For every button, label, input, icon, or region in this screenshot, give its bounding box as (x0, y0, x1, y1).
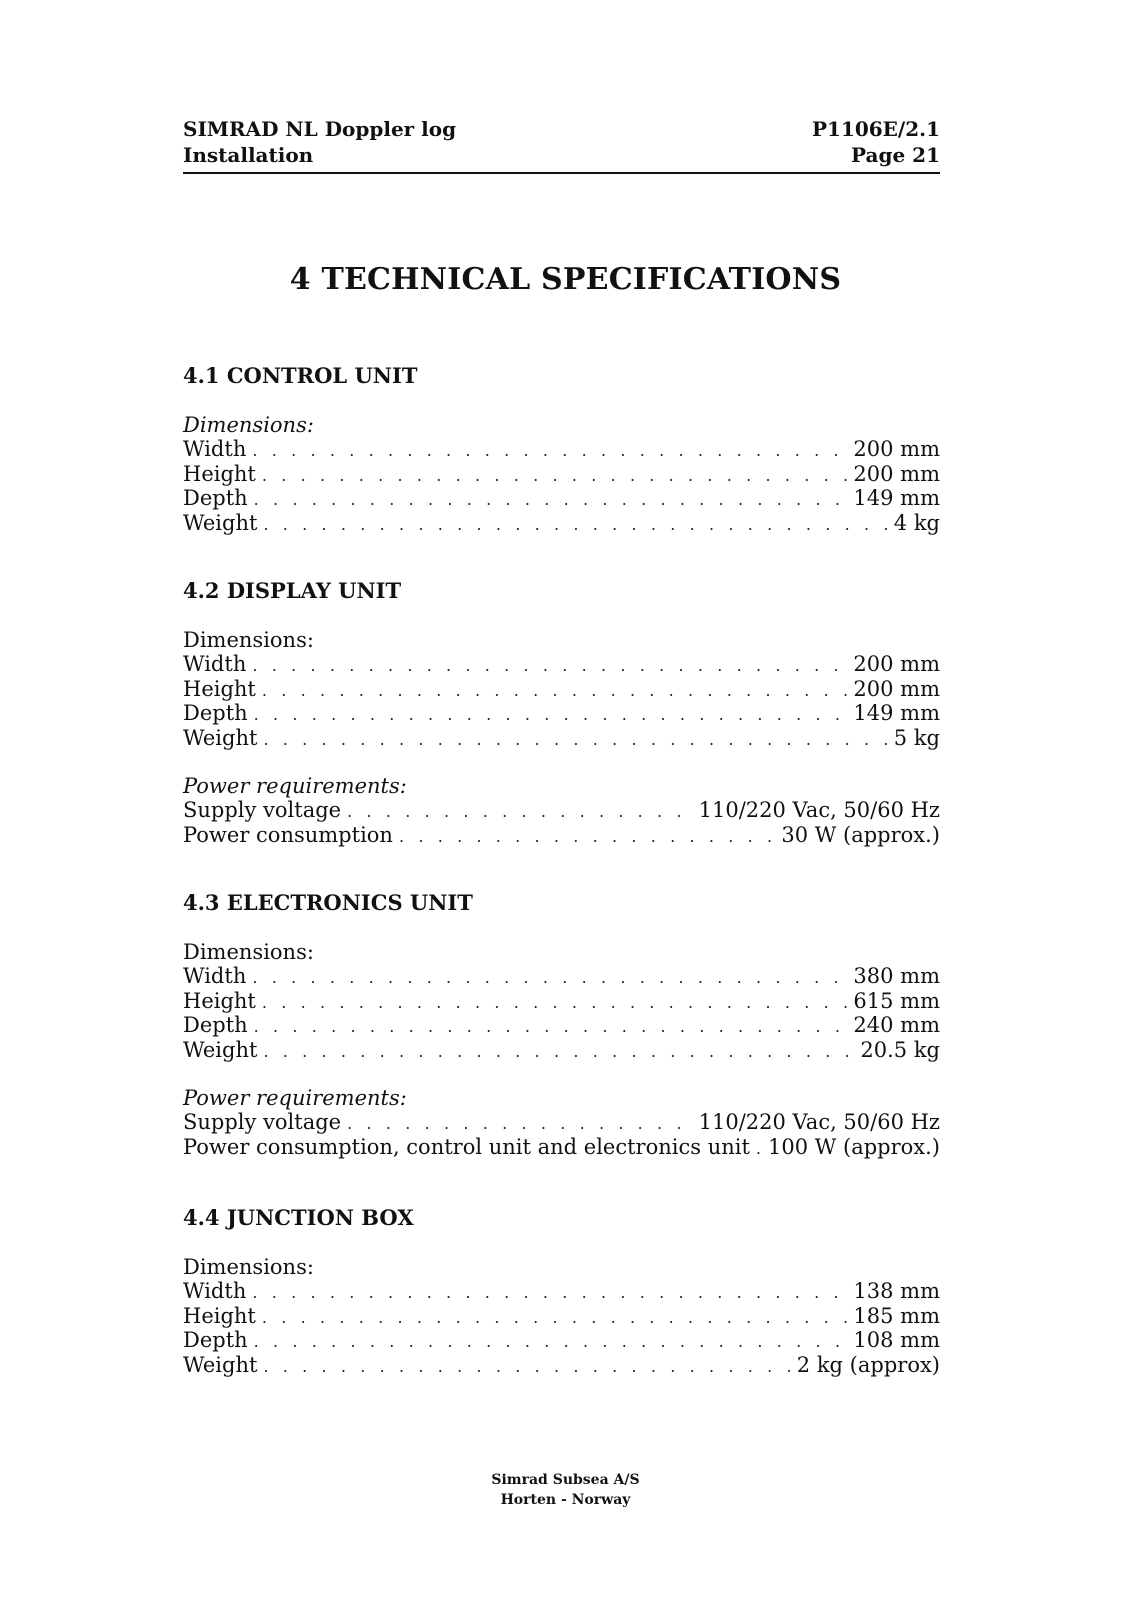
spec-value: 110/220 Vac, 50/60 Hz (698, 1110, 940, 1134)
spec-label: Weight (183, 725, 258, 750)
dot-leader (347, 800, 693, 825)
spec-row-supply-voltage (183, 798, 940, 823)
header-left (183, 116, 456, 168)
dot-leader (262, 1306, 848, 1331)
spec-value: 615 mm (853, 988, 940, 1013)
spec-label: Weight (183, 1037, 258, 1062)
spec-label: Depth (183, 1328, 248, 1352)
spec-value: 110/220 Vac, 50/60 Hz (698, 798, 940, 822)
spec-value: 20.5 kg (860, 1037, 940, 1062)
spec-label: Depth (183, 1013, 248, 1037)
dot-leader (756, 1137, 762, 1162)
spec-label: Supply voltage (183, 1110, 342, 1134)
spec-row-depth (183, 701, 940, 726)
group-label: Power requirements: (183, 774, 407, 798)
dot-leader (262, 991, 848, 1016)
spec-label: Height (183, 676, 256, 701)
header-right (812, 116, 940, 168)
footer-company: Simrad Subsea A/S (491, 1472, 640, 1488)
group-label: Dimensions: (183, 1255, 314, 1279)
spec-row-width (183, 1279, 940, 1304)
dot-leader (252, 1281, 847, 1306)
group-label: Dimensions: (183, 413, 314, 437)
spec-row-width (183, 437, 940, 462)
section-heading: 4.3 ELECTRONICS UNIT (183, 890, 473, 915)
spec-row-width (183, 652, 940, 677)
spec-label: Weight (183, 510, 258, 535)
section-electronics-unit (183, 890, 940, 1159)
group-label: Dimensions: (183, 628, 314, 652)
spec-value: 185 mm (853, 1303, 940, 1328)
spec-value: 149 mm (853, 701, 940, 725)
dot-leader (347, 1112, 693, 1137)
spec-label: Height (183, 988, 256, 1013)
section-display-unit (183, 578, 940, 847)
spec-label: Weight (183, 1352, 258, 1377)
spec-label: Depth (183, 701, 248, 725)
dot-leader (254, 488, 848, 513)
dot-leader (262, 464, 848, 489)
spec-value: 2 kg (approx) (796, 1352, 940, 1377)
spec-value: 200 mm (853, 676, 940, 701)
section-junction-box (183, 1205, 940, 1377)
spec-label: Supply voltage (183, 798, 342, 822)
spec-row-depth (183, 1013, 940, 1038)
spec-row-power-consumption (183, 823, 940, 848)
spec-label: Height (183, 461, 256, 486)
dot-leader (252, 439, 847, 464)
spec-value: 149 mm (853, 486, 940, 510)
dot-leader (254, 703, 848, 728)
spec-row-height (183, 462, 940, 487)
dot-leader (399, 825, 775, 850)
dot-leader (252, 966, 847, 991)
dot-leader (263, 1040, 854, 1065)
spec-label: Power consumption (183, 822, 393, 847)
section-control-unit (183, 363, 940, 535)
dot-leader (254, 1015, 848, 1040)
spec-label: Width (183, 437, 247, 461)
spec-value: 100 W (approx.) (767, 1134, 940, 1159)
spec-label: Height (183, 1303, 256, 1328)
spec-value: 30 W (approx.) (781, 822, 940, 847)
spec-label: Width (183, 652, 247, 676)
spec-row-weight (183, 1038, 940, 1063)
spec-value: 200 mm (853, 437, 940, 461)
spec-row-height (183, 677, 940, 702)
spec-label: Width (183, 964, 247, 988)
spec-value: 108 mm (853, 1328, 940, 1352)
spec-label: Width (183, 1279, 247, 1303)
spec-value: 200 mm (853, 652, 940, 676)
page-title: 4 TECHNICAL SPECIFICATIONS (289, 262, 842, 297)
page-header (183, 116, 940, 174)
section-heading: 4.1 CONTROL UNIT (183, 363, 418, 388)
spec-value: 4 kg (893, 510, 940, 535)
spec-row-depth (183, 486, 940, 511)
group-label: Power requirements: (183, 1086, 407, 1110)
spec-value: 200 mm (853, 461, 940, 486)
spec-value: 240 mm (853, 1013, 940, 1037)
spec-row-weight (183, 726, 940, 751)
dot-leader (252, 654, 847, 679)
spec-label: Depth (183, 486, 248, 510)
spec-row-depth (183, 1328, 940, 1353)
section-heading: 4.4 JUNCTION BOX (183, 1205, 414, 1230)
spec-row-height (183, 1304, 940, 1329)
group-label: Dimensions: (183, 940, 314, 964)
dot-leader (262, 679, 848, 704)
spec-value: 5 kg (893, 725, 940, 750)
page-footer (0, 1470, 1131, 1510)
spec-row-width (183, 964, 940, 989)
document-title: SIMRAD NL Doppler log (183, 117, 457, 141)
spec-row-supply-voltage (183, 1110, 940, 1135)
spec-row-height (183, 989, 940, 1014)
dot-leader (263, 728, 887, 753)
dot-leader (263, 513, 887, 538)
spec-row-weight (183, 1353, 940, 1378)
chapter-name: Installation (183, 143, 314, 167)
spec-value: 138 mm (853, 1279, 940, 1303)
footer-location: Horten - Norway (500, 1492, 631, 1508)
document-number: P1106E/2.1 (811, 117, 940, 141)
section-heading: 4.2 DISPLAY UNIT (183, 578, 402, 603)
page-number: Page 21 (851, 143, 940, 167)
dot-leader (254, 1330, 848, 1355)
spec-row-power-consumption (183, 1135, 940, 1160)
spec-value: 380 mm (853, 964, 940, 988)
dot-leader (263, 1355, 790, 1380)
spec-row-weight (183, 511, 940, 536)
spec-label: Power consumption, control unit and electronics unit (183, 1134, 750, 1159)
